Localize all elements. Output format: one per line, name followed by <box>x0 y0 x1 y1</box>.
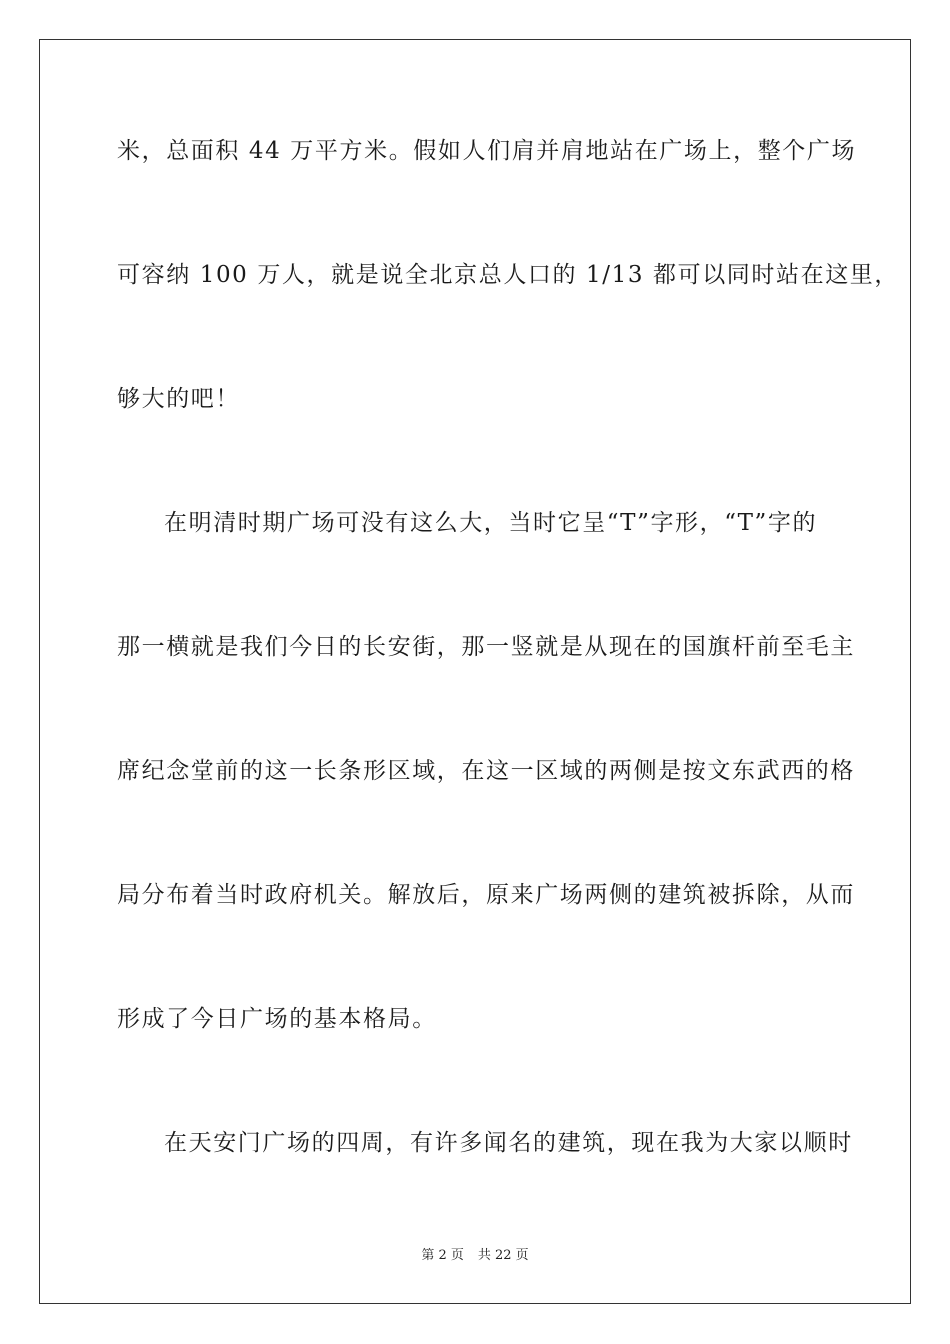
page-total: 共 22 页 <box>477 1248 529 1263</box>
paragraph-line: 在明清时期广场可没有这么大，当时它呈“T”字形，“T”字的 <box>164 510 818 536</box>
page-footer <box>0 1247 950 1265</box>
paragraph-line: 够大的吧！ <box>117 386 240 412</box>
paragraph-line: 形成了今日广场的基本格局。 <box>117 1006 437 1032</box>
paragraph-line: 在天安门广场的四周，有许多闻名的建筑，现在我为大家以顺时 <box>164 1130 853 1156</box>
paragraph-line: 米，总面积 44 万平方米。假如人们肩并肩地站在广场上，整个广场 <box>117 138 857 164</box>
paragraph-line: 可容纳 100 万人，就是说全北京总人口的 1/13 都可以同时站在这里， <box>117 262 899 288</box>
page-border <box>39 39 911 1304</box>
paragraph-line: 局分布着当时政府机关。解放后，原来广场两侧的建筑被拆除，从而 <box>117 882 855 908</box>
paragraph-line: 席纪念堂前的这一长条形区域，在这一区域的两侧是按文东武西的格 <box>117 758 855 784</box>
paragraph-line: 那一横就是我们今日的长安街，那一竖就是从现在的国旗杆前至毛主 <box>117 634 855 660</box>
page-number: 第 2 页 <box>421 1248 464 1263</box>
